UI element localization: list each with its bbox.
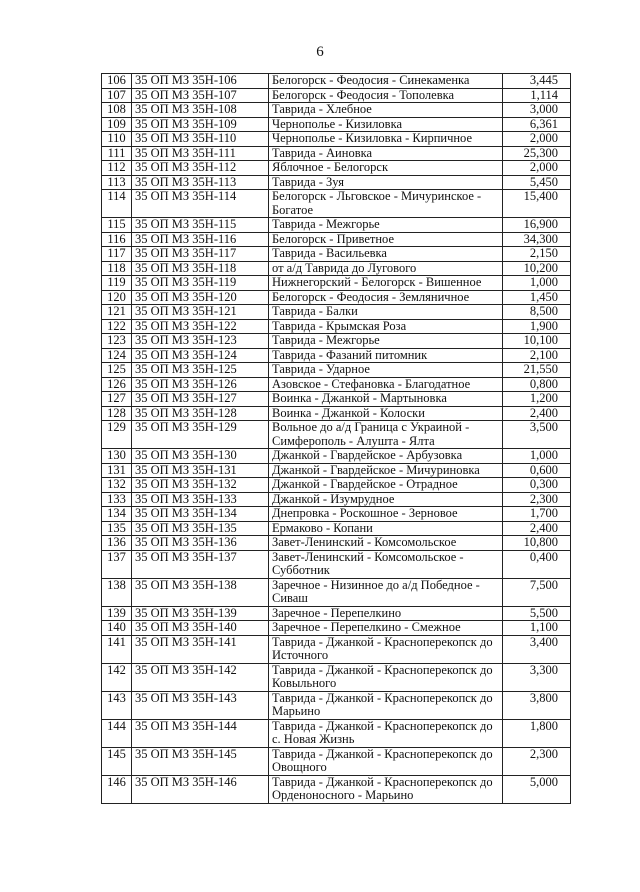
road-length: 15,400 <box>503 190 571 218</box>
road-name: Таврида - Джанкой - Красноперекопск до Источного <box>269 635 503 663</box>
roads-table-body <box>102 74 571 804</box>
road-code: 35 ОП МЗ 35Н-110 <box>132 132 269 147</box>
road-code: 35 ОП МЗ 35Н-122 <box>132 319 269 334</box>
table-row <box>102 290 571 305</box>
road-code: 35 ОП МЗ 35Н-120 <box>132 290 269 305</box>
road-code: 35 ОП МЗ 35Н-124 <box>132 348 269 363</box>
road-code: 35 ОП МЗ 35Н-132 <box>132 478 269 493</box>
road-name: Воинка - Джанкой - Колоски <box>269 406 503 421</box>
road-code: 35 ОП МЗ 35Н-114 <box>132 190 269 218</box>
table-row <box>102 190 571 218</box>
row-number: 116 <box>102 232 132 247</box>
road-length: 2,000 <box>503 161 571 176</box>
table-row <box>102 218 571 233</box>
road-length: 5,000 <box>503 775 571 803</box>
row-number: 139 <box>102 606 132 621</box>
table-row <box>102 449 571 464</box>
road-length: 2,400 <box>503 521 571 536</box>
road-code: 35 ОП МЗ 35Н-121 <box>132 305 269 320</box>
road-code: 35 ОП МЗ 35Н-107 <box>132 88 269 103</box>
road-name: Завет-Ленинский - Комсомольское - Субботник <box>269 550 503 578</box>
road-name: Таврида - Джанкой - Красноперекопск до Марьино <box>269 691 503 719</box>
road-name: Джанкой - Гвардейское - Арбузовка <box>269 449 503 464</box>
table-row <box>102 663 571 691</box>
road-code: 35 ОП МЗ 35Н-142 <box>132 663 269 691</box>
road-name: Воинка - Джанкой - Мартыновка <box>269 392 503 407</box>
road-length: 0,400 <box>503 550 571 578</box>
road-name: Заречное - Перепелкино <box>269 606 503 621</box>
road-code: 35 ОП МЗ 35Н-123 <box>132 334 269 349</box>
road-length: 2,100 <box>503 348 571 363</box>
road-code: 35 ОП МЗ 35Н-117 <box>132 247 269 262</box>
road-length: 3,800 <box>503 691 571 719</box>
road-code: 35 ОП МЗ 35Н-137 <box>132 550 269 578</box>
road-name: Таврида - Аиновка <box>269 146 503 161</box>
table-row <box>102 550 571 578</box>
row-number: 146 <box>102 775 132 803</box>
table-row <box>102 146 571 161</box>
row-number: 127 <box>102 392 132 407</box>
row-number: 144 <box>102 719 132 747</box>
row-number: 124 <box>102 348 132 363</box>
road-name: Белогорск - Феодосия - Синекаменка <box>269 74 503 89</box>
road-length: 10,200 <box>503 261 571 276</box>
road-length: 0,300 <box>503 478 571 493</box>
row-number: 145 <box>102 747 132 775</box>
road-code: 35 ОП МЗ 35Н-134 <box>132 507 269 522</box>
road-code: 35 ОП МЗ 35Н-141 <box>132 635 269 663</box>
road-name: Завет-Ленинский - Комсомольское <box>269 536 503 551</box>
road-name: Белогорск - Феодосия - Земляничное <box>269 290 503 305</box>
row-number: 138 <box>102 578 132 606</box>
table-row <box>102 463 571 478</box>
table-row <box>102 492 571 507</box>
road-code: 35 ОП МЗ 35Н-144 <box>132 719 269 747</box>
row-number: 114 <box>102 190 132 218</box>
road-name: Таврида - Фазаний питомник <box>269 348 503 363</box>
row-number: 134 <box>102 507 132 522</box>
road-name: Азовское - Стефановка - Благодатное <box>269 377 503 392</box>
road-code: 35 ОП МЗ 35Н-127 <box>132 392 269 407</box>
road-code: 35 ОП МЗ 35Н-115 <box>132 218 269 233</box>
road-length: 2,000 <box>503 132 571 147</box>
table-row <box>102 117 571 132</box>
road-code: 35 ОП МЗ 35Н-138 <box>132 578 269 606</box>
road-code: 35 ОП МЗ 35Н-109 <box>132 117 269 132</box>
road-code: 35 ОП МЗ 35Н-136 <box>132 536 269 551</box>
table-row <box>102 606 571 621</box>
road-length: 3,300 <box>503 663 571 691</box>
table-row <box>102 363 571 378</box>
road-length: 25,300 <box>503 146 571 161</box>
row-number: 110 <box>102 132 132 147</box>
road-name: Белогорск - Приветное <box>269 232 503 247</box>
table-row <box>102 775 571 803</box>
road-name: Заречное - Перепелкино - Смежное <box>269 621 503 636</box>
road-name: Таврида - Межгорье <box>269 334 503 349</box>
road-name: Белогорск - Феодосия - Тополевка <box>269 88 503 103</box>
road-length: 2,300 <box>503 747 571 775</box>
row-number: 131 <box>102 463 132 478</box>
road-length: 16,900 <box>503 218 571 233</box>
road-length: 5,450 <box>503 175 571 190</box>
road-name: от а/д Таврида до Лугового <box>269 261 503 276</box>
road-length: 3,500 <box>503 421 571 449</box>
road-name: Таврида - Балки <box>269 305 503 320</box>
road-code: 35 ОП МЗ 35Н-106 <box>132 74 269 89</box>
row-number: 122 <box>102 319 132 334</box>
row-number: 109 <box>102 117 132 132</box>
table-row <box>102 406 571 421</box>
table-row <box>102 578 571 606</box>
table-row <box>102 421 571 449</box>
road-length: 1,450 <box>503 290 571 305</box>
road-length: 3,400 <box>503 635 571 663</box>
road-name: Заречное - Низинное до а/д Победное - Сиваш <box>269 578 503 606</box>
road-length: 1,700 <box>503 507 571 522</box>
road-code: 35 ОП МЗ 35Н-112 <box>132 161 269 176</box>
road-code: 35 ОП МЗ 35Н-139 <box>132 606 269 621</box>
road-code: 35 ОП МЗ 35Н-111 <box>132 146 269 161</box>
table-row <box>102 334 571 349</box>
road-code: 35 ОП МЗ 35Н-135 <box>132 521 269 536</box>
table-row <box>102 719 571 747</box>
row-number: 123 <box>102 334 132 349</box>
table-row <box>102 261 571 276</box>
road-name: Таврида - Джанкой - Красноперекопск до Орденоносного - Марьино <box>269 775 503 803</box>
road-code: 35 ОП МЗ 35Н-131 <box>132 463 269 478</box>
row-number: 130 <box>102 449 132 464</box>
table-row <box>102 276 571 291</box>
road-name: Днепровка - Роскошное - Зерновое <box>269 507 503 522</box>
table-row <box>102 88 571 103</box>
table-row <box>102 747 571 775</box>
road-name: Таврида - Крымская Роза <box>269 319 503 334</box>
table-row <box>102 507 571 522</box>
road-code: 35 ОП МЗ 35Н-119 <box>132 276 269 291</box>
road-length: 1,000 <box>503 276 571 291</box>
road-name: Таврида - Васильевка <box>269 247 503 262</box>
row-number: 136 <box>102 536 132 551</box>
row-number: 107 <box>102 88 132 103</box>
road-length: 0,800 <box>503 377 571 392</box>
road-length: 1,114 <box>503 88 571 103</box>
row-number: 126 <box>102 377 132 392</box>
road-name: Нижнегорский - Белогорск - Вишенное <box>269 276 503 291</box>
road-code: 35 ОП МЗ 35Н-113 <box>132 175 269 190</box>
road-length: 2,400 <box>503 406 571 421</box>
road-code: 35 ОП МЗ 35Н-125 <box>132 363 269 378</box>
road-length: 1,900 <box>503 319 571 334</box>
road-name: Таврида - Межгорье <box>269 218 503 233</box>
road-name: Джанкой - Гвардейское - Отрадное <box>269 478 503 493</box>
table-row <box>102 478 571 493</box>
road-code: 35 ОП МЗ 35Н-128 <box>132 406 269 421</box>
road-length: 21,550 <box>503 363 571 378</box>
table-row <box>102 521 571 536</box>
road-name: Чернополье - Кизиловка <box>269 117 503 132</box>
row-number: 140 <box>102 621 132 636</box>
road-length: 1,800 <box>503 719 571 747</box>
table-row <box>102 305 571 320</box>
road-length: 8,500 <box>503 305 571 320</box>
road-code: 35 ОП МЗ 35Н-118 <box>132 261 269 276</box>
road-name: Таврида - Хлебное <box>269 103 503 118</box>
road-code: 35 ОП МЗ 35Н-140 <box>132 621 269 636</box>
table-row <box>102 536 571 551</box>
row-number: 111 <box>102 146 132 161</box>
table-row <box>102 161 571 176</box>
row-number: 106 <box>102 74 132 89</box>
road-name: Таврида - Зуя <box>269 175 503 190</box>
road-name: Таврида - Джанкой - Красноперекопск до Ковыльного <box>269 663 503 691</box>
road-length: 5,500 <box>503 606 571 621</box>
road-name: Яблочное - Белогорск <box>269 161 503 176</box>
table-row <box>102 319 571 334</box>
road-length: 3,000 <box>503 103 571 118</box>
table-row <box>102 132 571 147</box>
road-length: 10,800 <box>503 536 571 551</box>
road-code: 35 ОП МЗ 35Н-129 <box>132 421 269 449</box>
road-code: 35 ОП МЗ 35Н-116 <box>132 232 269 247</box>
road-name: Таврида - Джанкой - Красноперекопск до Овощного <box>269 747 503 775</box>
row-number: 115 <box>102 218 132 233</box>
row-number: 137 <box>102 550 132 578</box>
road-code: 35 ОП МЗ 35Н-145 <box>132 747 269 775</box>
road-code: 35 ОП МЗ 35Н-143 <box>132 691 269 719</box>
table-row <box>102 103 571 118</box>
row-number: 129 <box>102 421 132 449</box>
row-number: 135 <box>102 521 132 536</box>
row-number: 128 <box>102 406 132 421</box>
road-name: Таврида - Ударное <box>269 363 503 378</box>
table-row <box>102 247 571 262</box>
row-number: 143 <box>102 691 132 719</box>
row-number: 108 <box>102 103 132 118</box>
road-name: Джанкой - Изумрудное <box>269 492 503 507</box>
road-length: 2,150 <box>503 247 571 262</box>
row-number: 113 <box>102 175 132 190</box>
road-code: 35 ОП МЗ 35Н-146 <box>132 775 269 803</box>
road-length: 0,600 <box>503 463 571 478</box>
road-length: 34,300 <box>503 232 571 247</box>
row-number: 142 <box>102 663 132 691</box>
table-row <box>102 377 571 392</box>
road-length: 1,100 <box>503 621 571 636</box>
road-code: 35 ОП МЗ 35Н-126 <box>132 377 269 392</box>
page-number: 6 <box>316 44 324 60</box>
table-row <box>102 635 571 663</box>
road-length: 2,300 <box>503 492 571 507</box>
road-name: Ермаково - Копани <box>269 521 503 536</box>
row-number: 120 <box>102 290 132 305</box>
row-number: 118 <box>102 261 132 276</box>
road-name: Таврида - Джанкой - Красноперекопск до с. Новая Жизнь <box>269 719 503 747</box>
road-name: Вольное до а/д Граница с Украиной - Симферополь - Алушта - Ялта <box>269 421 503 449</box>
road-code: 35 ОП МЗ 35Н-133 <box>132 492 269 507</box>
row-number: 119 <box>102 276 132 291</box>
row-number: 132 <box>102 478 132 493</box>
roads-table <box>101 73 571 804</box>
road-name: Чернополье - Кизиловка - Кирпичное <box>269 132 503 147</box>
road-code: 35 ОП МЗ 35Н-130 <box>132 449 269 464</box>
row-number: 133 <box>102 492 132 507</box>
table-row <box>102 232 571 247</box>
table-row <box>102 74 571 89</box>
road-length: 10,100 <box>503 334 571 349</box>
table-row <box>102 621 571 636</box>
road-name: Джанкой - Гвардейское - Мичуриновка <box>269 463 503 478</box>
road-code: 35 ОП МЗ 35Н-108 <box>132 103 269 118</box>
row-number: 117 <box>102 247 132 262</box>
table-row <box>102 175 571 190</box>
road-length: 6,361 <box>503 117 571 132</box>
row-number: 121 <box>102 305 132 320</box>
road-name: Белогорск - Льговское - Мичуринское - Богатое <box>269 190 503 218</box>
table-row <box>102 691 571 719</box>
road-length: 7,500 <box>503 578 571 606</box>
row-number: 125 <box>102 363 132 378</box>
row-number: 141 <box>102 635 132 663</box>
road-length: 1,000 <box>503 449 571 464</box>
table-row <box>102 348 571 363</box>
row-number: 112 <box>102 161 132 176</box>
table-row <box>102 392 571 407</box>
road-length: 3,445 <box>503 74 571 89</box>
road-length: 1,200 <box>503 392 571 407</box>
